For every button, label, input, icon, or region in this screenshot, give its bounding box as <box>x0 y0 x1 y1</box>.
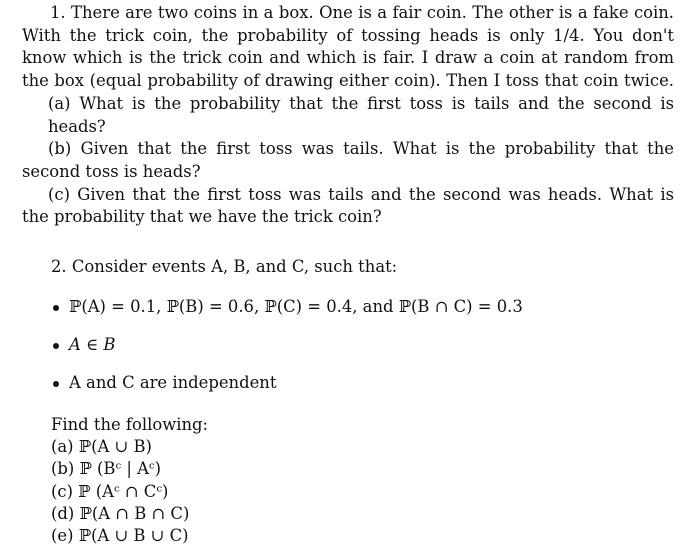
bullet-icon <box>53 343 59 349</box>
bullet-icon <box>53 305 59 311</box>
problem-1-line: the probability that we have the trick coin? <box>22 207 382 227</box>
condition-item <box>51 372 523 410</box>
condition-item <box>51 334 523 372</box>
problem-1-part-a: (a) What is the probability that the first toss is tails and the second is heads? <box>48 93 674 136</box>
find-label: Find the following: <box>51 415 209 434</box>
question-part-d: (d) ℙ(A ∩ B ∩ C) <box>51 503 190 523</box>
problem-2-questions <box>51 414 208 547</box>
question-part-e: (e) ℙ(A ∪ B ∪ C) <box>51 526 189 546</box>
problem-1-line: 1. There are two coins in a box. One is a fair coin. The other is a fake coin. <box>50 3 674 22</box>
condition-item <box>51 296 523 334</box>
problem-1 <box>22 2 674 229</box>
question-part-c: (c) ℙ (Aᶜ ∩ Cᶜ) <box>51 481 169 501</box>
question-part-a: (a) ℙ(A ∪ B) <box>51 437 152 457</box>
problem-2-heading: 2. Consider events A, B, and C, such that: <box>51 257 398 276</box>
problem-1-line: With the trick coin, the probability of tossing heads is only 1/4. You don't <box>22 25 674 45</box>
problem-1-line: the box (equal probability of drawing either coin). Then I toss that coin twice. <box>22 71 674 91</box>
condition-text: ℙ(A) = 0.1, ℙ(B) = 0.6, ℙ(C) = 0.4, and ℙ(B ∩ C) = 0.3 <box>69 297 523 316</box>
bullet-icon <box>53 381 59 387</box>
problem-1-line: know which is the trick coin and which is fair. I draw a coin at random from <box>22 48 674 68</box>
problem-1-part-b: (b) Given that the first toss was tails. What is the probability that the <box>48 139 674 159</box>
problem-1-part-c: (c) Given that the first toss was tails and the second was heads. What is <box>48 184 674 204</box>
condition-text: A ∈ B <box>69 335 116 354</box>
question-part-b: (b) ℙ (Bᶜ | Aᶜ) <box>51 459 161 479</box>
condition-text: A and C are independent <box>69 373 277 392</box>
problem-2-conditions <box>51 296 523 410</box>
problem-1-line: second toss is heads? <box>22 161 201 181</box>
